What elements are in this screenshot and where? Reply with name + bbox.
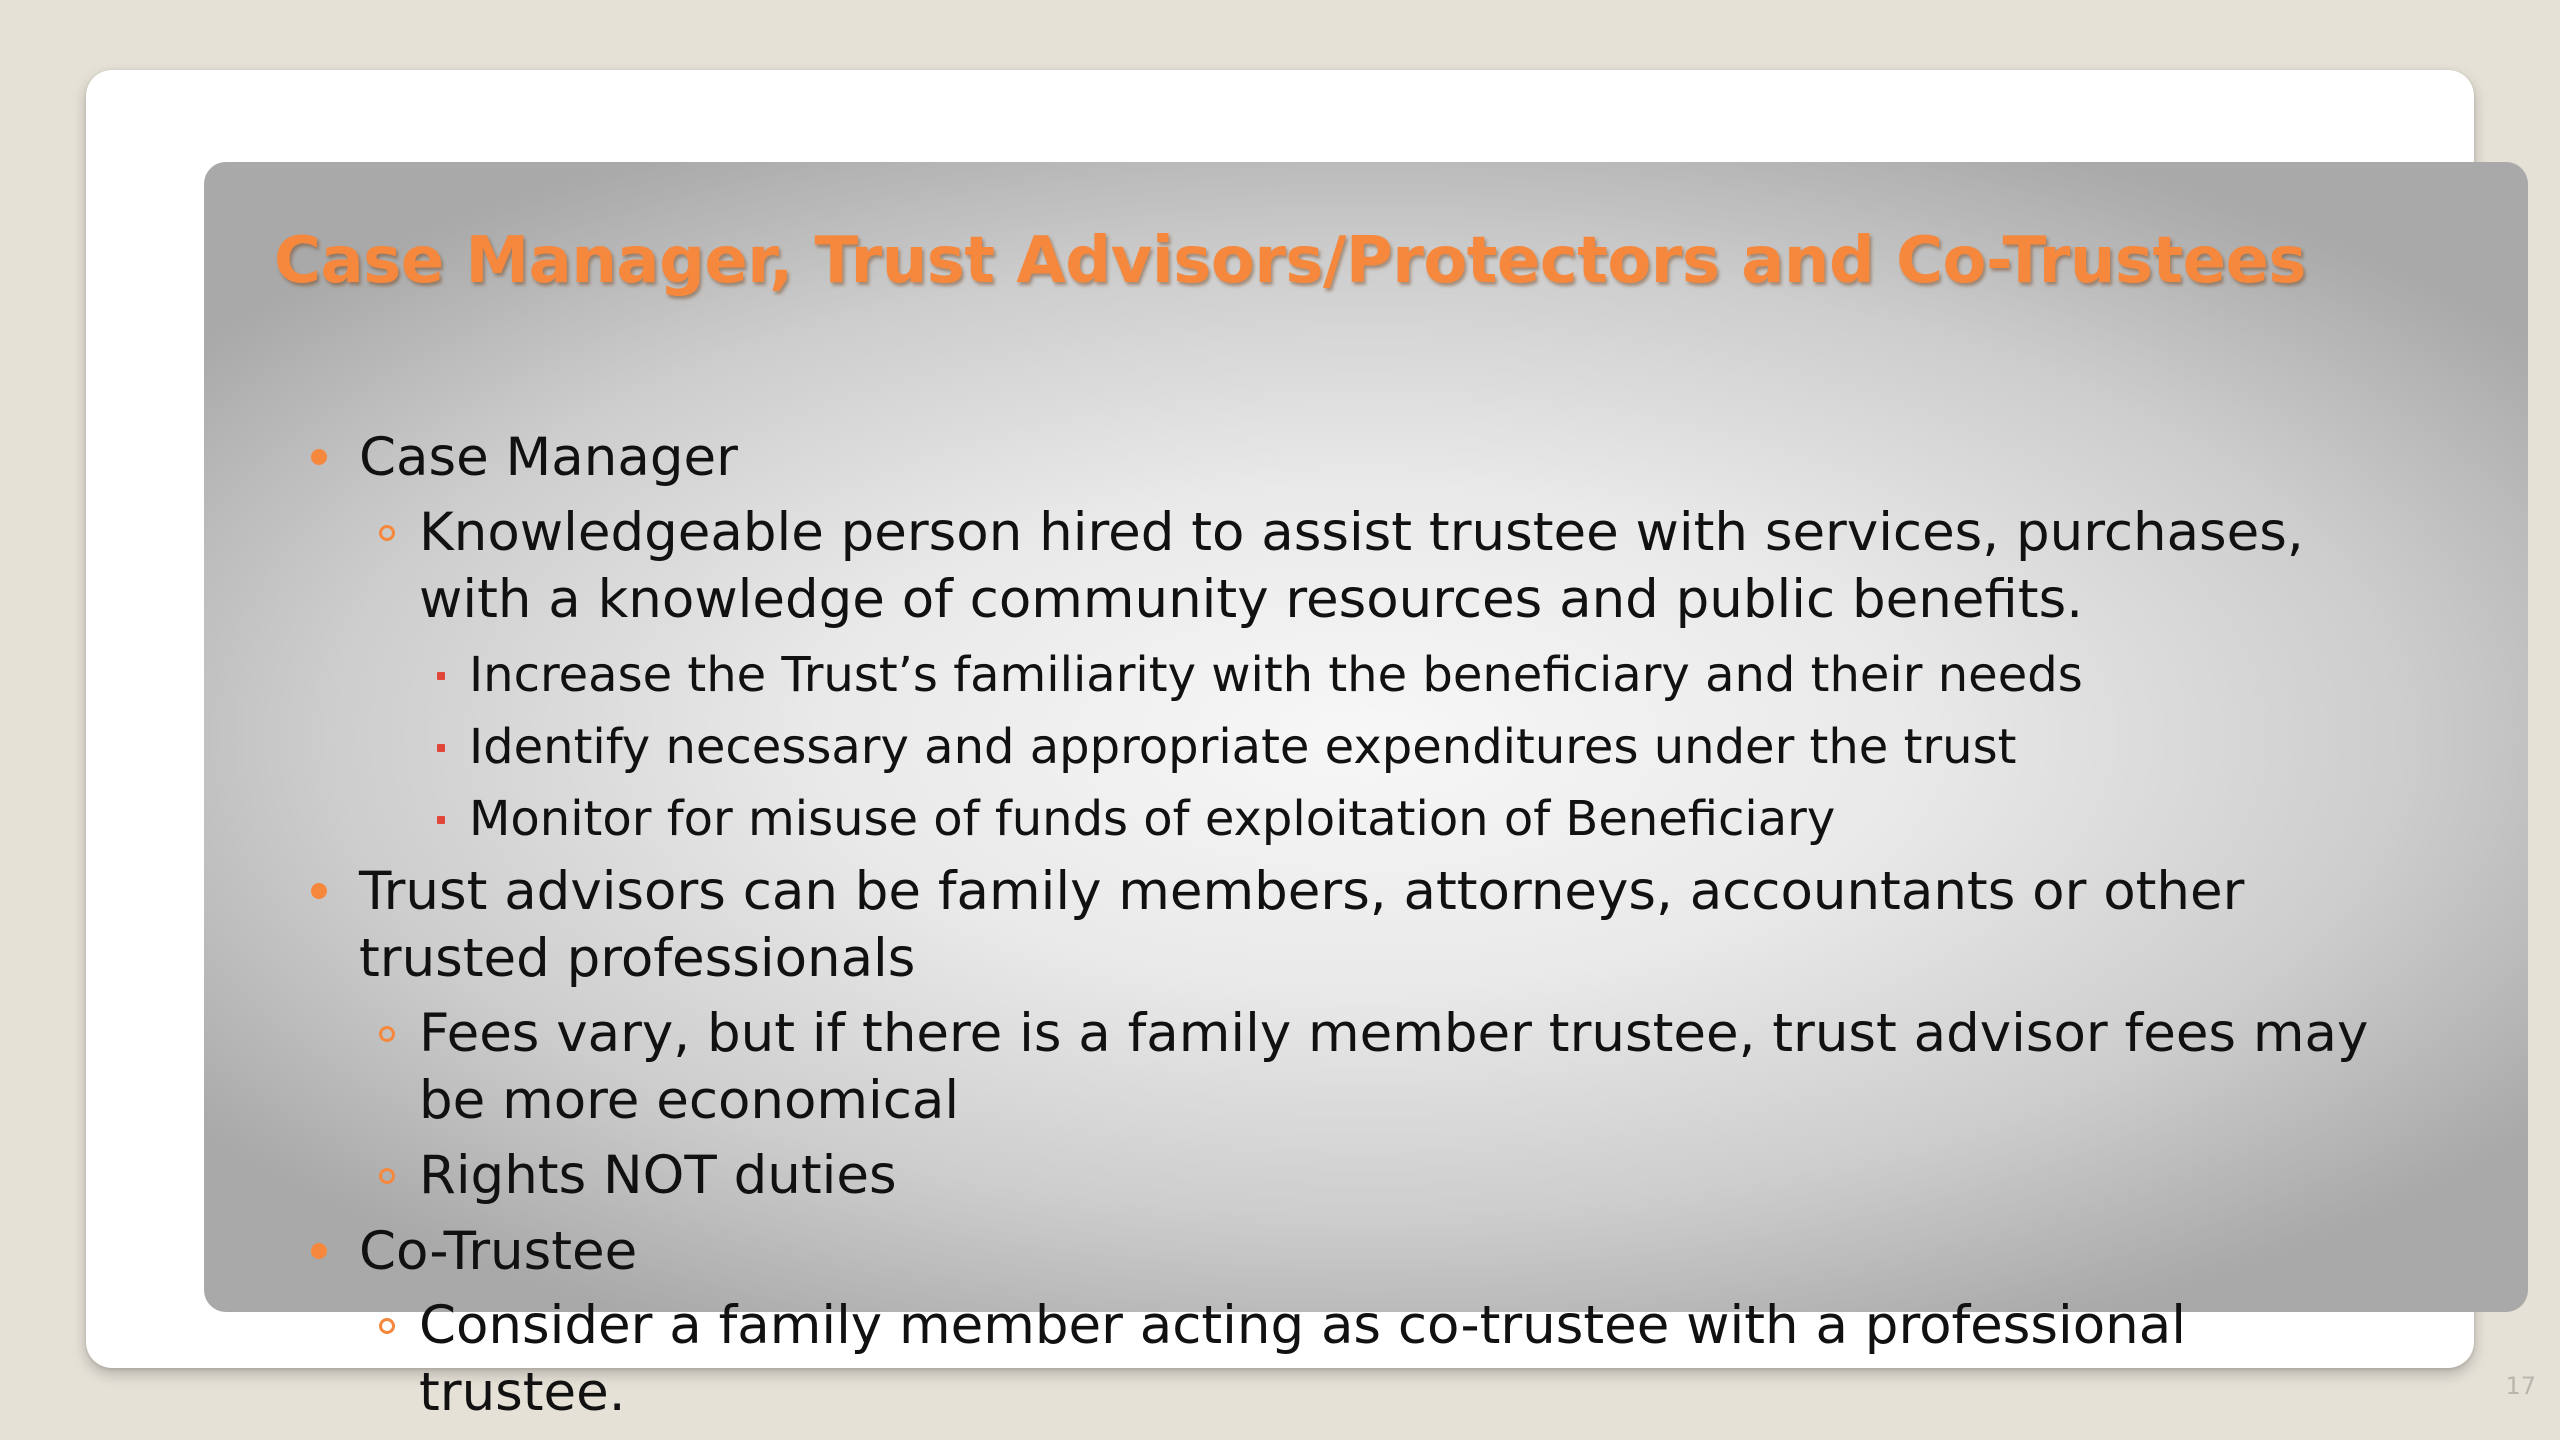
hollow-circle-bullet-icon	[379, 1318, 395, 1334]
bullet-item-co-trustee	[359, 1218, 2439, 1285]
slide-page-number: 17	[2505, 1372, 2536, 1400]
slide-title: Case Manager, Trust Advisors/Protectors and Co-Trustees	[274, 224, 2306, 298]
sub-sub-bullet-item-identify-expenditures	[469, 716, 2369, 778]
sub-bullet-item-rights-not-duties	[419, 1142, 2409, 1209]
sub-bullet-item-fees-vary	[419, 1000, 2409, 1134]
bullet-text: Monitor for misuse of funds of exploitation of Beneficiary	[469, 791, 1836, 847]
filled-circle-bullet-icon	[311, 883, 327, 899]
square-bullet-icon	[437, 816, 445, 824]
sub-bullet-item-consider-family-member	[419, 1292, 2409, 1426]
bullet-text: Knowledgeable person hired to assist trustee with services, purchases, with a knowledge of community resources and public benefits.	[419, 502, 2304, 630]
square-bullet-icon	[437, 744, 445, 752]
bullet-text: Co-Trustee	[359, 1221, 638, 1282]
filled-circle-bullet-icon	[311, 449, 327, 465]
hollow-circle-bullet-icon	[379, 1026, 395, 1042]
filled-circle-bullet-icon	[311, 1243, 327, 1259]
sub-bullet-item-knowledgeable-person	[419, 499, 2409, 633]
bullet-text: Trust advisors can be family members, attorneys, accountants or other trusted professionals	[359, 861, 2245, 989]
bullet-item-case-manager	[359, 424, 2439, 491]
sub-sub-bullet-item-monitor-misuse	[469, 788, 2369, 850]
square-bullet-icon	[437, 672, 445, 680]
bullet-text: Consider a family member acting as co-trustee with a professional trustee.	[419, 1295, 2186, 1423]
hollow-circle-bullet-icon	[379, 525, 395, 541]
sub-sub-bullet-item-increase-familiarity	[469, 644, 2369, 706]
hollow-circle-bullet-icon	[379, 1168, 395, 1184]
bullet-item-trust-advisors	[359, 858, 2439, 992]
slide-card	[86, 70, 2474, 1423]
bullet-text: Case Manager	[359, 427, 738, 488]
bullet-text: Increase the Trust’s familiarity with the beneficiary and their needs	[469, 647, 2083, 703]
bullet-text: Identify necessary and appropriate expenditures under the trust	[469, 719, 2017, 775]
bullet-text: Rights NOT duties	[419, 1145, 897, 1206]
bullet-text: Fees vary, but if there is a family member trustee, trust advisor fees may be more economical	[419, 1003, 2369, 1131]
